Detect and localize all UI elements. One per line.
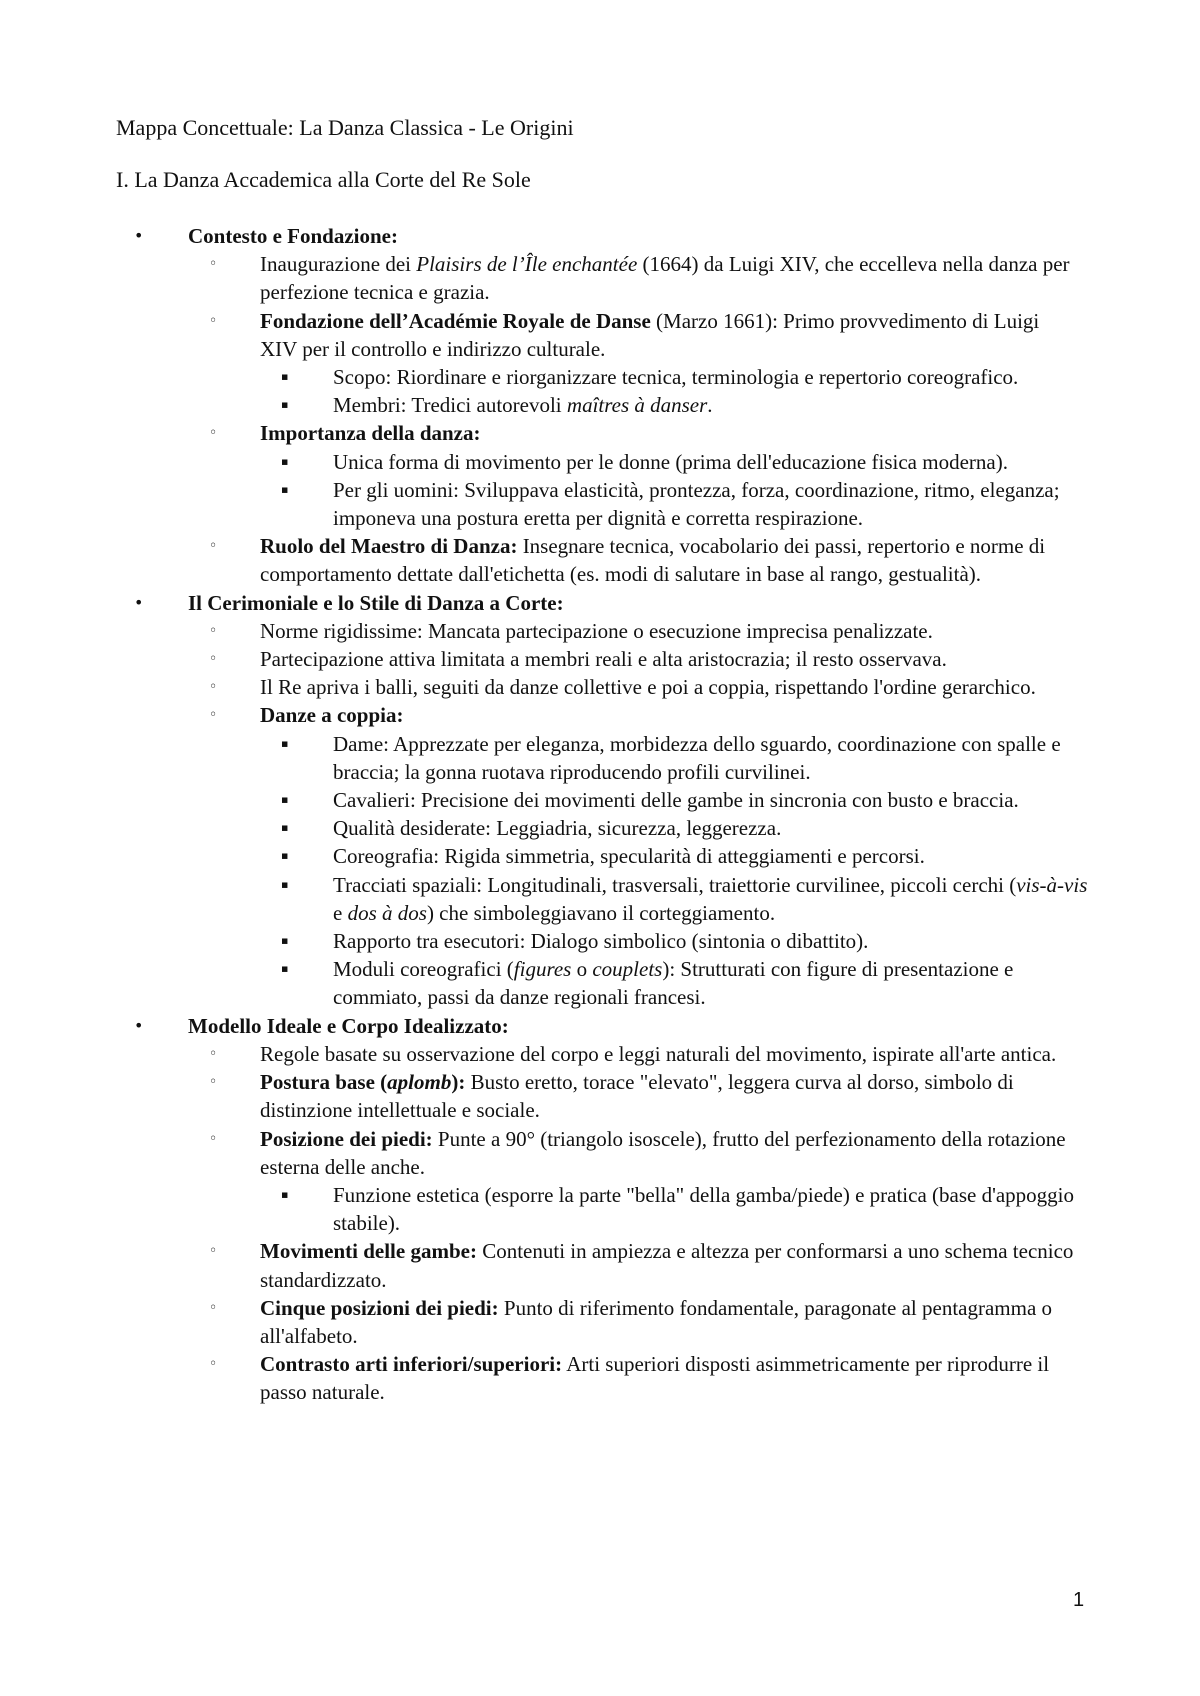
bullet-disc-icon: •	[134, 226, 144, 245]
subitem-text: Cavalieri: Precisione dei movimenti delle gambe in sincronia con busto e braccia.	[333, 788, 1019, 813]
section-title: Il Cerimoniale e lo Stile di Danza a Corte:	[188, 590, 564, 615]
subitem-text: Moduli coreografici (	[333, 957, 514, 982]
item-text: Norme rigidissime: Mancata partecipazione o esecuzione imprecisa penalizzate.	[260, 618, 933, 643]
outline-subitem	[0, 927, 1088, 955]
subitem-text: .	[707, 393, 713, 418]
outline-subitem	[0, 871, 1088, 927]
outline-section	[0, 1012, 1200, 1407]
outline-subitem	[0, 730, 1088, 786]
subitem-italic-text: couplets	[592, 957, 663, 982]
bullet-circle-icon: ◦	[209, 312, 218, 329]
item-text: Insegnare tecnica, vocabolario dei passi, repertorio e norme di comportamento dettate dall'etichetta (es. modi di salutare in base al rango, gestualità).	[260, 534, 1046, 587]
bullet-square-icon: ▪	[281, 962, 289, 976]
document-title: Mappa Concettuale: La Danza Classica - Le Origini	[116, 115, 574, 140]
bullet-circle-icon: ◦	[209, 1074, 218, 1091]
bullet-circle-icon: ◦	[209, 679, 218, 696]
subitem-text: Qualità desiderate: Leggiadria, sicurezza, leggerezza.	[333, 816, 782, 841]
item-bold-text: Postura base (	[260, 1070, 388, 1095]
outline-item	[0, 532, 1080, 588]
outline-subitem	[0, 842, 1088, 870]
bullet-circle-icon: ◦	[209, 425, 218, 442]
outline-subitem	[0, 786, 1088, 814]
outline-item	[0, 701, 1088, 1011]
item-bold-label: Cinque posizioni dei piedi:	[260, 1295, 499, 1320]
subitem-text: Membri: Tredici autorevoli	[333, 393, 567, 418]
bullet-square-icon: ▪	[281, 821, 289, 835]
item-text: Punto di riferimento fondamentale, paragonate al pentagramma o all'alfabeto.	[260, 1295, 1053, 1348]
bullet-square-icon: ▪	[281, 849, 289, 863]
outline-item	[0, 1237, 1080, 1293]
item-bold-label: Ruolo del Maestro di Danza:	[260, 534, 518, 559]
bullet-circle-icon: ◦	[209, 651, 218, 668]
outline-item	[0, 307, 1080, 420]
outline-item	[0, 617, 1080, 645]
bullet-square-icon: ▪	[281, 1187, 289, 1201]
item-bold-label: Fondazione dell’Académie Royale de Danse	[260, 308, 651, 333]
bullet-square-icon: ▪	[281, 482, 289, 496]
outline-item	[0, 673, 1080, 701]
outline-subitem	[0, 955, 1088, 1011]
item-text: Arti superiori disposti asimmetricamente per riprodurre il passo naturale.	[260, 1352, 1050, 1405]
outline-item	[0, 1350, 1080, 1406]
subitem-text: Per gli uomini: Sviluppava elasticità, prontezza, forza, coordinazione, ritmo, eleganza; imponeva una postura eretta per dignità e corretta respirazione.	[333, 477, 1060, 531]
outline-subitem	[0, 1181, 1088, 1237]
subitem-text: o	[571, 957, 593, 982]
subitem-text: Dame: Apprezzate per eleganza, morbidezza dello sguardo, coordinazione con spalle e braccia; la gonna ruotava riproducendo profili curvilinei.	[333, 731, 1061, 784]
subitem-text: Rapporto tra esecutori: Dialogo simbolico (sintonia o dibattito).	[333, 929, 869, 954]
bullet-circle-icon: ◦	[209, 1243, 218, 1260]
outline-item	[0, 419, 1080, 532]
bullet-square-icon: ▪	[281, 793, 289, 807]
item-bold-label: Importanza della danza:	[260, 421, 481, 446]
subitem-text: Unica forma di movimento per le donne (prima dell'educazione fisica moderna).	[333, 449, 1008, 474]
item-bold-label: Movimenti delle gambe:	[260, 1239, 477, 1264]
bullet-square-icon: ▪	[281, 398, 289, 412]
bullet-square-icon: ▪	[281, 877, 289, 891]
item-text: (1664) da Luigi XIV, che eccelleva nella danza per perfezione tecnica e grazia.	[260, 252, 1070, 305]
page-number: 1	[1073, 1589, 1085, 1611]
item-text: Regole basate su osservazione del corpo e leggi naturali del movimento, ispirate all'arte antica.	[260, 1041, 1057, 1066]
item-text: Contenuti in ampiezza e altezza per conformarsi a uno schema tecnico standardizzato.	[260, 1239, 1074, 1292]
subitem-italic-text: vis-à-vis	[1016, 872, 1088, 897]
bullet-square-icon: ▪	[281, 934, 289, 948]
outline-item	[0, 1125, 1080, 1238]
bullet-circle-icon: ◦	[209, 538, 218, 555]
subitem-text: Tracciati spaziali: Longitudinali, trasversali, traiettorie curvilinee, piccoli cerchi (	[333, 872, 1017, 897]
bullet-circle-icon: ◦	[209, 622, 218, 639]
outline-section	[0, 222, 1200, 589]
outline-subitem	[0, 363, 1088, 391]
subitem-text: e	[333, 900, 348, 925]
item-text: Punte a 90° (triangolo isoscele), frutto del perfezionamento della rotazione esterna delle anche.	[260, 1126, 1066, 1179]
item-bold-text: ):	[451, 1070, 466, 1095]
outline-subitem	[0, 476, 1088, 532]
outline-subitem	[0, 814, 1088, 842]
bullet-circle-icon: ◦	[209, 256, 218, 273]
outline-subitem	[0, 448, 1088, 476]
subitem-text: Coreografia: Rigida simmetria, specularità di atteggiamenti e percorsi.	[333, 844, 925, 869]
subitem-text: Funzione estetica (esporre la parte "bella" della gamba/piede) e pratica (base d'appoggio stabile).	[333, 1182, 1075, 1236]
outline-item	[0, 645, 1080, 673]
item-text: Busto eretto, torace "elevato", leggera curva al dorso, simbolo di distinzione intellettuale e sociale.	[260, 1070, 1014, 1123]
bullet-square-icon: ▪	[281, 370, 289, 384]
item-bold-italic-text: aplomb	[387, 1070, 452, 1095]
item-bold-label: Danze a coppia:	[260, 703, 404, 728]
item-text: (Marzo 1661): Primo provvedimento di Luigi XIV per il controllo e indirizzo culturale.	[260, 308, 1040, 361]
concept-map-outline	[0, 222, 1200, 1407]
bullet-square-icon: ▪	[281, 454, 289, 468]
subitem-text: Scopo: Riordinare e riorganizzare tecnica, terminologia e repertorio coreografico.	[333, 365, 1019, 390]
bullet-circle-icon: ◦	[209, 1356, 218, 1373]
bullet-disc-icon: •	[134, 1015, 144, 1035]
bullet-circle-icon: ◦	[209, 1299, 218, 1316]
subitem-italic-text: dos à dos	[347, 900, 427, 925]
outline-item	[0, 1068, 1080, 1124]
subitem-italic-text: maîtres à danser	[566, 393, 708, 418]
item-bold-label: Posizione dei piedi:	[260, 1126, 433, 1151]
item-italic-text: Plaisirs de l’Île enchantée	[416, 252, 638, 277]
bullet-circle-icon: ◦	[209, 1045, 218, 1062]
bullet-square-icon: ▪	[281, 736, 289, 750]
bullet-circle-icon: ◦	[209, 1130, 218, 1147]
item-bold-label: Contrasto arti inferiori/superiori:	[260, 1352, 563, 1377]
item-bold-label	[260, 1070, 465, 1094]
outline-item	[0, 250, 1080, 306]
bullet-disc-icon: •	[134, 592, 144, 612]
section-heading: I. La Danza Accademica alla Corte del Re Sole	[116, 167, 531, 192]
outline-section	[0, 589, 1200, 1012]
item-text: Partecipazione attiva limitata a membri reali e alta aristocrazia; il resto osservava.	[260, 647, 947, 672]
subitem-text: ) che simboleggiavano il corteggiamento.	[426, 900, 776, 925]
outline-item	[0, 1294, 1080, 1350]
subitem-text: ): Strutturati con figure di presentazione e commiato, passi da danze regionali francesi.	[333, 957, 1014, 1010]
item-text: Inaugurazione dei	[260, 252, 417, 277]
outline-subitem	[0, 391, 1088, 419]
item-text: Il Re apriva i balli, seguiti da danze collettive e poi a coppia, rispettando l'ordine gerarchico.	[260, 675, 1036, 700]
section-title: Modello Ideale e Corpo Idealizzato:	[188, 1013, 509, 1038]
subitem-italic-text: figures	[513, 957, 572, 982]
section-title: Contesto e Fondazione:	[188, 224, 398, 248]
bullet-circle-icon: ◦	[209, 707, 218, 724]
outline-item	[0, 1040, 1080, 1068]
